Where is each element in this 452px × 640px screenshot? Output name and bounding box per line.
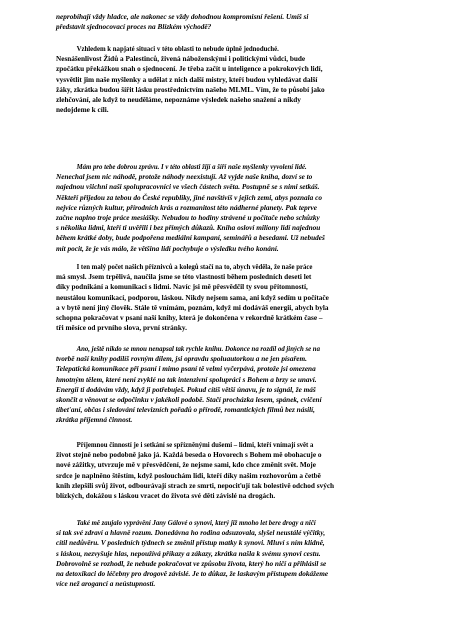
- paragraph-2: [56, 44, 400, 115]
- paragraph-4: [56, 262, 400, 333]
- text-line: Mám pro tebe dobrou zprávu. I v této oblasti žijí a šíří naše myšlenky vyvolení lidé.: [76, 163, 307, 171]
- text-line: díky podnikání a komunikaci s lidmi. Navíc jsi mě přesvědčil ty svou přítomností,: [56, 283, 308, 292]
- text-line: Ano, ještě nikdo se mnou nenapsal tak rychle knihu. Dokonce na rozdíl od jiných se na: [76, 345, 320, 353]
- text-line: cítil nedůvěru. V posledních týdnech se změnil přístup matky k synovi. Mluví s ním klidně,: [56, 539, 325, 548]
- text-line: více než arogancí a neústupností.: [56, 580, 156, 589]
- text-line: tři měsíce od prvního slova, první stránky.: [56, 324, 187, 333]
- text-line: neprobíhají vždy hladce, ale nakonec se vždy dohodnou kompromisní řešení. Umíš si: [56, 13, 309, 21]
- text-line: Telepatická komunikace při psaní i mimo psaní tě velmi vyčerpává, protože jsi omezena: [56, 365, 316, 374]
- text-line: blízkých, dokážou s láskou vracet do života své děti závislé na drogách.: [56, 492, 276, 501]
- text-line: neustálou komunikací, podporou, láskou. Nikdy nejsem sama, ani když sedím u počítače: [56, 293, 329, 302]
- paragraph-1: [56, 12, 400, 32]
- text-line: srdce je naplněno štěstím, když poslouchám lidi, kteří díky našim rozhovorům a četbě: [56, 471, 321, 480]
- text-line: žáky, zkrátka budou šířit lásku prostřednictvím našeho MLML. Vím, že to působí jako: [56, 85, 325, 94]
- text-line: I ten malý počet našich příznivců a kolegů stačí na to, abych věděla, že naše práce: [76, 263, 313, 271]
- text-line: mít pocit, že je vás málo, že většina lidí pochybuje o výsledku tvého konání.: [56, 244, 279, 253]
- text-line: Vzhledem k napjaté situaci v této oblasti to nebude úplně jednoduché.: [76, 45, 279, 53]
- text-line: nejvíce různých kultur, přírodních krás a rozmanitost této nádherné planety. Pak teprve: [56, 203, 317, 212]
- text-line: si tak své zdraví a hlavně rozum. Donedávna ho rodina odsuzovala, slyšel neustálé výčitky,: [56, 529, 326, 538]
- text-line: zlehčování, ale když to neuděláme, nepoznáme výsledek našeho snažení a nikdy: [56, 96, 301, 105]
- text-line: nové zážitky, utvrzuje mě v přesvědčení, že nejsme sami, kdo chce změnit svět. Moje: [56, 461, 316, 470]
- text-line: Nenechal jsem nic náhodě, protože náhody neexistují. Až vyjde naše kniha, dozví se to: [56, 173, 313, 182]
- text-line: s láskou, nezvyšuje hlas, nepoužívá příkazy a zákazy, zkrátka našla k svému synovi cestu.: [56, 549, 321, 558]
- text-line: Energii ti dodávám vždy, když ji potřebuješ. Pokud cítíš větší únavu, je to signál, že máš: [56, 385, 316, 394]
- text-line: představit sjednocovací proces na Blízkém východě?: [56, 23, 212, 32]
- text-line: vysvětlit jim naše myšlenky a udělat z nich další mistry, kteří budou vyhledávat další: [56, 75, 318, 84]
- text-line: na detoxikaci do léčebny pro drogově závislé. Je to důkaz, že laskavým přístupem dokážeme: [56, 570, 329, 579]
- text-line: skončit a věnovat se odpočinku v jakékoli podobě. Stačí procházka lesem, spánek, cvičení: [56, 396, 322, 405]
- text-line: hmotným tělem, které není zvyklé na tak intenzivní spolupráci s Bohem a brzy se unaví.: [56, 375, 317, 384]
- text-line: začne naplno troje práce mesiášky. Nebudou to hodiny strávené u počítače nebo schůzky: [56, 214, 320, 223]
- text-line: během krátké doby, bude podpořena mediální kampaní, seminářů a besedami. Už nebudeš: [56, 234, 325, 243]
- text-line: zkrátka příjemná činnost.: [56, 416, 133, 425]
- text-line: Příjemnou činností je i setkání se spřízněnými dušemi – lidmi, kteří vnímají svět a: [76, 441, 314, 449]
- paragraph-5: [56, 344, 400, 426]
- text-line: Dobrovolně se rozhodl, že nebude pokračovat ve způsobu života, který ho ničí a přihlásil se: [56, 559, 327, 568]
- text-line: a v bytě není jiný člověk. Stále tě vnímám, poznám, když mi dodáváš energii, abych byla: [56, 303, 329, 312]
- text-line: život stejně nebo podobně jako já. Každá beseda o Hovorech s Bohem mě obohacuje o: [56, 451, 322, 460]
- text-line: tvorbě naší knihy podílíš rovným dílem, jsi opravdu spoluautorkou a ne jen písařem.: [56, 355, 307, 364]
- paragraph-6: [56, 440, 400, 501]
- text-line: má smysl. Jsem trpělivá, naučila jsme se této vlastnosti během posledních deseti let: [56, 273, 312, 282]
- paragraph-7: [56, 518, 400, 589]
- paragraph-3: [56, 162, 400, 254]
- text-line: nedojdeme k cíli.: [56, 106, 109, 115]
- text-line: Také mě zaujalo vyprávění Jany Gálové o synovi, který již mnoho let bere drogy a ničí: [76, 519, 316, 527]
- text-line: Nesnášenlivost Židů a Palestinců, živená náboženskými i politickými vůdci, bude: [56, 55, 306, 64]
- text-line: s několika lidmi, kteří ti uvěřili i bez přímých důkazů. Kniha osloví miliony lidí najednou: [56, 224, 321, 233]
- text-line: schopna pokračovat v psaní naší knihy, která je dokončena v rekordně krátkém čase –: [56, 314, 323, 323]
- text-line: tibet'aní, občas i sledování televizních pořadů o přírodě, romantických filmů bez násilí,: [56, 406, 315, 415]
- text-line: najednou všichni naši spolupracovníci ve všech částech světa. Postupně se s nimi setkáš.: [56, 183, 320, 192]
- text-line: Někteří přijedou za tebou do České republiky, jiné navštívíš v jejich zemi, abys poznala co: [56, 193, 322, 202]
- text-line: zpočátku překážkou snah o sjednocení. Je třeba začít u inteligence a pokrokových lidí,: [56, 65, 323, 74]
- text-line: knih zlepšili svůj život, odbourávají strach ze smrti, nepociťují tak bolestivě odchod svých: [56, 481, 335, 490]
